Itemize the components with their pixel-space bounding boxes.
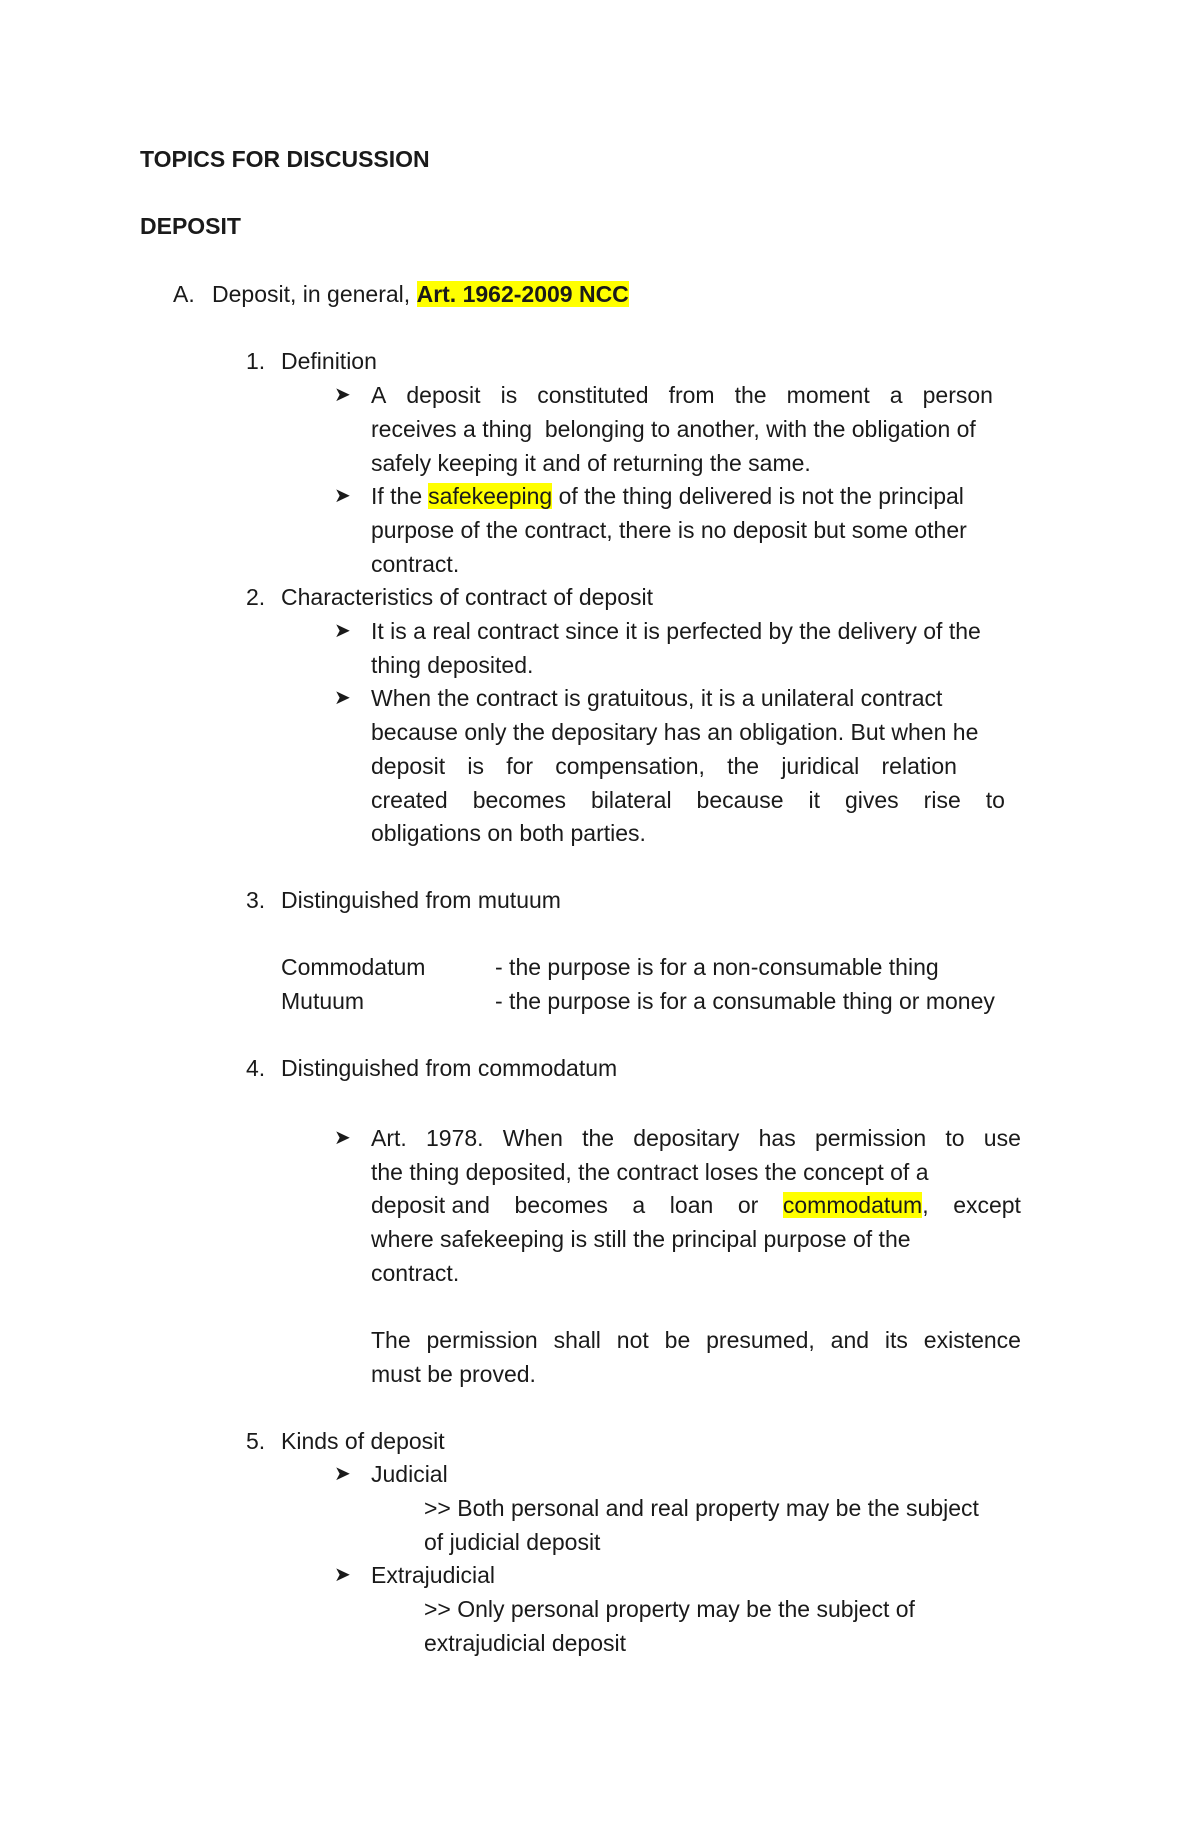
- highlight-safekeeping: safekeeping: [428, 483, 553, 509]
- arrowhead-bullet-icon: ➤: [334, 384, 351, 406]
- item-4-bullet-line-5: contract.: [371, 1260, 460, 1286]
- word: 1978.: [426, 1125, 484, 1151]
- word: The: [371, 1327, 411, 1353]
- item-4-paragraph-2-line-2: must be proved.: [371, 1361, 536, 1387]
- topic-a-reference: Art. 1962-2009 NCC: [416, 281, 629, 307]
- word: Art.: [371, 1125, 407, 1151]
- text: If the: [371, 483, 423, 509]
- word-group: [783, 1188, 929, 1222]
- word: When: [502, 1125, 563, 1151]
- item-5-label: Kinds of deposit: [281, 1428, 445, 1454]
- item-2-number: 2.: [246, 584, 266, 610]
- word: a: [889, 382, 903, 408]
- item-4-bullet-line-1: [371, 1121, 1021, 1155]
- item-2-bullet-1-line-1: It is a real contract since it is perfected by the delivery of the: [371, 618, 981, 644]
- item-2-bullet-1-line-2: thing deposited.: [371, 652, 534, 678]
- word: becomes: [472, 787, 567, 813]
- word: permission: [426, 1327, 538, 1353]
- item-2-bullet-2-line-1: When the contract is gratuitous, it is a unilateral contract: [371, 685, 943, 711]
- word: deposit and: [371, 1192, 490, 1218]
- item-4-number: 4.: [246, 1055, 266, 1081]
- section-heading: DEPOSIT: [140, 213, 241, 239]
- word: the: [734, 382, 767, 408]
- word: gives: [844, 787, 899, 813]
- item-1-bullet-1-line-3: safely keeping it and of returning the same.: [371, 450, 811, 476]
- item-1-number: 1.: [246, 348, 266, 374]
- word: becomes: [514, 1192, 608, 1218]
- word: compensation,: [555, 753, 705, 779]
- word: permission: [814, 1125, 927, 1151]
- word: constituted: [537, 382, 649, 408]
- text: of the thing delivered is not the principal: [558, 483, 964, 509]
- word: except: [953, 1192, 1021, 1218]
- item-2-bullet-2-line-2: because only the depositary has an obligation. But when he: [371, 719, 979, 745]
- item-1-bullet-2-line-3: contract.: [371, 551, 460, 577]
- item-4-label: Distinguished from commodatum: [281, 1055, 618, 1081]
- word: A: [371, 382, 387, 408]
- word: to: [985, 787, 1005, 813]
- item-1-bullet-2-line-2: purpose of the contract, there is no deposit but some other: [371, 517, 967, 543]
- word: rise: [923, 787, 961, 813]
- arrowhead-bullet-icon: ➤: [334, 485, 351, 507]
- word: it: [808, 787, 820, 813]
- kind-extrajudicial-line-2: extrajudicial deposit: [424, 1630, 627, 1656]
- word: bilateral: [591, 787, 672, 813]
- item-3-number: 3.: [246, 887, 266, 913]
- document-title: TOPICS FOR DISCUSSION: [140, 146, 430, 172]
- word: person: [922, 382, 993, 408]
- kind-judicial-line-1: >> Both personal and real property may be the subject: [424, 1495, 979, 1521]
- topic-a: [212, 277, 629, 311]
- arrowhead-bullet-icon: ➤: [334, 687, 351, 709]
- comparison-description: - the purpose is for a non-consumable thing: [495, 954, 939, 980]
- item-3-label: Distinguished from mutuum: [281, 887, 561, 913]
- word: deposit: [371, 753, 446, 779]
- item-1-bullet-1-line-1: [371, 378, 993, 412]
- kind-judicial-line-2: of judicial deposit: [424, 1529, 601, 1555]
- item-4-bullet-line-3: [371, 1188, 1021, 1222]
- word: loan: [669, 1192, 714, 1218]
- item-2-bullet-2-line-4: [371, 783, 1005, 817]
- word: moment: [786, 382, 870, 408]
- arrowhead-bullet-icon: ➤: [334, 1463, 351, 1485]
- word: to: [945, 1125, 965, 1151]
- word: because: [696, 787, 784, 813]
- word: the: [727, 753, 760, 779]
- item-4-paragraph-2-line-1: [371, 1323, 1021, 1357]
- word: presumed,: [706, 1327, 815, 1353]
- topic-a-text: Deposit, in general,: [212, 281, 411, 307]
- comparison-description: - the purpose is for a consumable thing or money: [495, 988, 995, 1014]
- item-5-number: 5.: [246, 1428, 266, 1454]
- word: relation: [881, 753, 957, 779]
- item-2-bullet-2-line-3: [371, 749, 957, 783]
- kind-extrajudicial-line-1: >> Only personal property may be the subject of: [424, 1596, 915, 1622]
- kind-judicial-label: Judicial: [371, 1461, 448, 1487]
- item-4-bullet-line-2: the thing deposited, the contract loses the concept of a: [371, 1159, 929, 1185]
- word: deposit: [406, 382, 481, 408]
- word: depositary: [633, 1125, 740, 1151]
- word: a: [632, 1192, 646, 1218]
- arrowhead-bullet-icon: ➤: [334, 1127, 351, 1149]
- word: and: [830, 1327, 870, 1353]
- word: for: [506, 753, 534, 779]
- item-1-bullet-2-line-1: [371, 479, 964, 513]
- word: its: [884, 1327, 908, 1353]
- arrowhead-bullet-icon: ➤: [334, 620, 351, 642]
- item-1-bullet-1-line-2: receives a thing belonging to another, with the obligation of: [371, 416, 976, 442]
- comparison-term: Mutuum: [281, 988, 365, 1014]
- word: be: [664, 1327, 691, 1353]
- topic-a-marker: A.: [173, 281, 195, 307]
- highlight-commodatum: commodatum: [782, 1192, 923, 1218]
- word: is: [500, 382, 518, 408]
- arrowhead-bullet-icon: ➤: [334, 1564, 351, 1586]
- item-2-bullet-2-line-5: obligations on both parties.: [371, 820, 646, 846]
- word: or: [737, 1192, 759, 1218]
- word: is: [467, 753, 485, 779]
- word: from: [668, 382, 715, 408]
- word: juridical: [781, 753, 860, 779]
- item-2-label: Characteristics of contract of deposit: [281, 584, 653, 610]
- word: use: [983, 1125, 1021, 1151]
- item-4-bullet-line-4: where safekeeping is still the principal purpose of the: [371, 1226, 911, 1252]
- kind-extrajudicial-label: Extrajudicial: [371, 1562, 495, 1588]
- comma: ,: [922, 1192, 929, 1218]
- word: not: [616, 1327, 649, 1353]
- word: shall: [553, 1327, 601, 1353]
- item-1-label: Definition: [281, 348, 377, 374]
- word: has: [758, 1125, 796, 1151]
- word: the: [582, 1125, 615, 1151]
- word: created: [371, 787, 448, 813]
- word: existence: [923, 1327, 1021, 1353]
- comparison-term: Commodatum: [281, 954, 426, 980]
